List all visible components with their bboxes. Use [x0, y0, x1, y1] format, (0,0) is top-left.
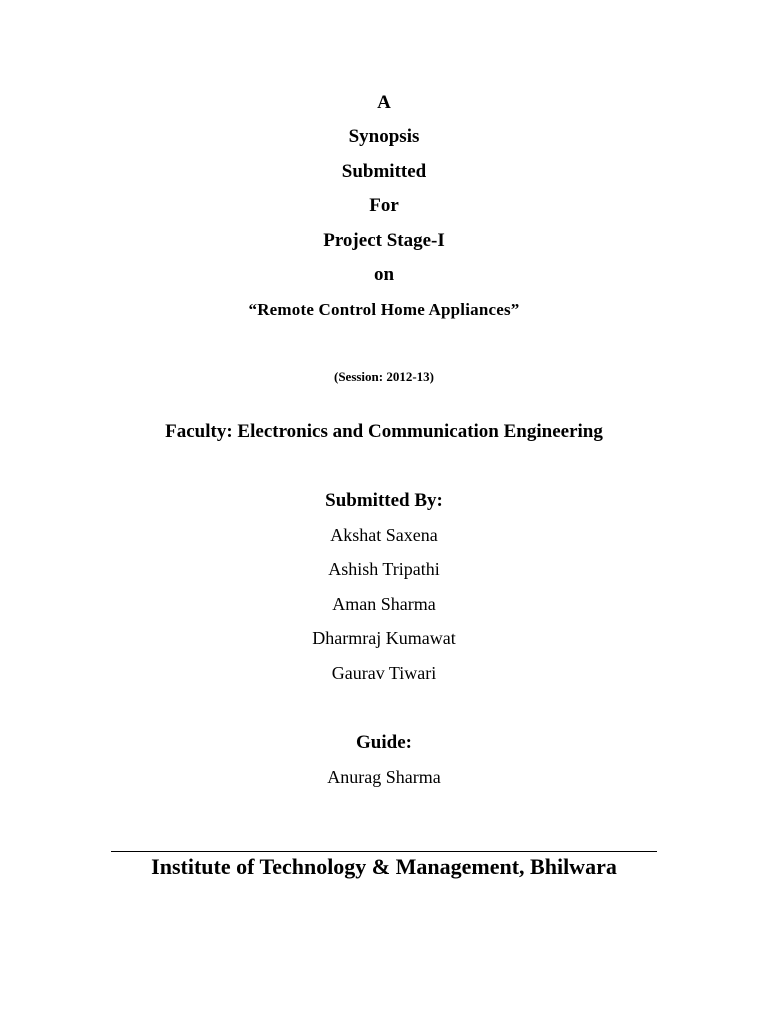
submitted-by-heading: Submitted By: — [325, 490, 443, 511]
title-line-submitted: Submitted — [341, 161, 427, 182]
title-line-project-stage: Project Stage-I — [323, 230, 445, 251]
student-name: Dharmraj Kumawat — [312, 628, 456, 648]
project-topic: “Remote Control Home Appliances” — [248, 300, 520, 319]
student-name: Akshat Saxena — [330, 525, 438, 545]
student-name: Aman Sharma — [332, 594, 436, 614]
title-line-a: A — [377, 92, 391, 113]
guide-heading: Guide: — [356, 732, 412, 753]
student-name: Gaurav Tiwari — [331, 663, 437, 683]
title-line-on: on — [373, 264, 395, 285]
institute-name: Institute of Technology & Management, Bhilwara — [151, 854, 617, 879]
guide-name: Anurag Sharma — [327, 767, 441, 787]
divider-line — [111, 851, 657, 852]
faculty-text: Faculty: Electronics and Communication Engineering — [165, 421, 603, 442]
title-line-for: For — [369, 195, 399, 216]
session-text: (Session: 2012-13) — [333, 369, 435, 384]
title-line-synopsis: Synopsis — [348, 126, 420, 147]
student-name: Ashish Tripathi — [328, 559, 440, 579]
